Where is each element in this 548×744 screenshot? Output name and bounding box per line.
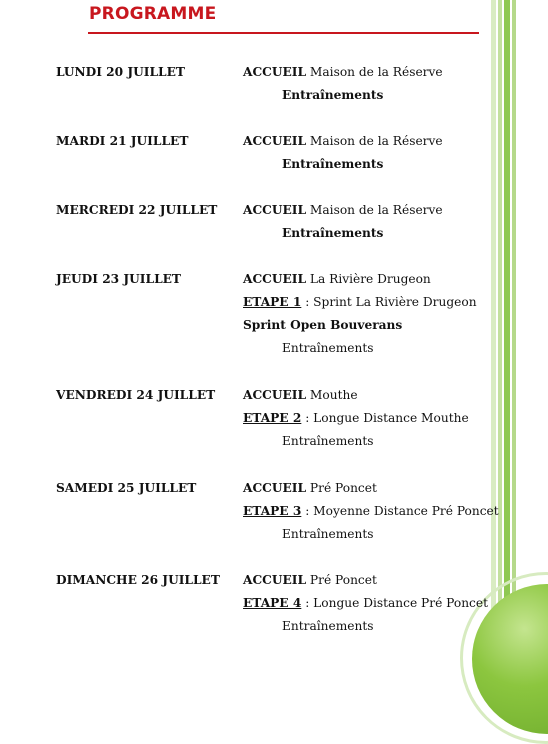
etape-label: ETAPE 1	[243, 295, 302, 309]
title-underline	[88, 32, 479, 34]
etape-text: : Moyenne Distance Pré Poncet	[301, 504, 499, 518]
decor-stripe	[512, 0, 516, 647]
accueil-place: Pré Poncet	[306, 573, 377, 587]
accueil-place: La Rivière Drugeon	[306, 272, 431, 286]
accueil-label: ACCUEIL	[243, 272, 307, 286]
day-date: JEUDI 23 JUILLET	[56, 272, 181, 286]
accueil-label: ACCUEIL	[243, 134, 307, 148]
day-date: SAMEDI 25 JUILLET	[56, 481, 197, 495]
day-block	[56, 384, 496, 453]
day-date: VENDREDI 24 JUILLET	[56, 388, 216, 402]
etape-line	[243, 291, 477, 314]
training-label: Entraînements	[282, 157, 384, 171]
accueil-line	[243, 569, 377, 592]
etape-line	[243, 592, 488, 615]
day-date: LUNDI 20 JUILLET	[56, 65, 185, 79]
day-block	[56, 61, 496, 107]
accueil-label: ACCUEIL	[243, 481, 307, 495]
accueil-place: Maison de la Réserve	[306, 203, 443, 217]
training-label: Entraînements	[282, 619, 374, 633]
accueil-place: Maison de la Réserve	[306, 134, 443, 148]
day-block	[56, 130, 496, 176]
decor-stripe	[504, 0, 510, 647]
accueil-line	[243, 268, 431, 291]
training-label: Entraînements	[282, 341, 374, 355]
decor-stripe	[498, 0, 502, 647]
etape-text: : Longue Distance Mouthe	[301, 411, 469, 425]
accueil-label: ACCUEIL	[243, 388, 307, 402]
etape-label: ETAPE 4	[243, 596, 302, 610]
accueil-place: Maison de la Réserve	[306, 65, 443, 79]
accueil-line	[243, 61, 443, 84]
etape-line	[243, 407, 469, 430]
training-label: Entraînements	[282, 527, 374, 541]
day-date: MARDI 21 JUILLET	[56, 134, 189, 148]
accueil-label: ACCUEIL	[243, 573, 307, 587]
accueil-place: Mouthe	[306, 388, 358, 402]
day-block	[56, 477, 499, 546]
day-date: DIMANCHE 26 JUILLET	[56, 573, 220, 587]
accueil-line	[243, 384, 358, 407]
day-date: MERCREDI 22 JUILLET	[56, 203, 218, 217]
accueil-label: ACCUEIL	[243, 65, 307, 79]
page-title: PROGRAMME	[89, 4, 217, 24]
accueil-line	[243, 199, 443, 222]
accueil-line	[243, 477, 377, 500]
training-label: Entraînements	[282, 226, 384, 240]
etape-line	[243, 500, 499, 523]
etape-text: : Sprint La Rivière Drugeon	[301, 295, 477, 309]
day-block	[56, 569, 496, 638]
etape-label: ETAPE 2	[243, 411, 302, 425]
accueil-place: Pré Poncet	[306, 481, 377, 495]
accueil-line	[243, 130, 443, 153]
accueil-label: ACCUEIL	[243, 203, 307, 217]
etape-label: ETAPE 3	[243, 504, 302, 518]
day-block	[56, 199, 496, 245]
training-label: Entraînements	[282, 434, 374, 448]
training-label: Entraînements	[282, 88, 384, 102]
extra-event: Sprint Open Bouverans	[243, 318, 403, 332]
day-block	[56, 268, 496, 360]
etape-text: : Longue Distance Pré Poncet	[301, 596, 488, 610]
